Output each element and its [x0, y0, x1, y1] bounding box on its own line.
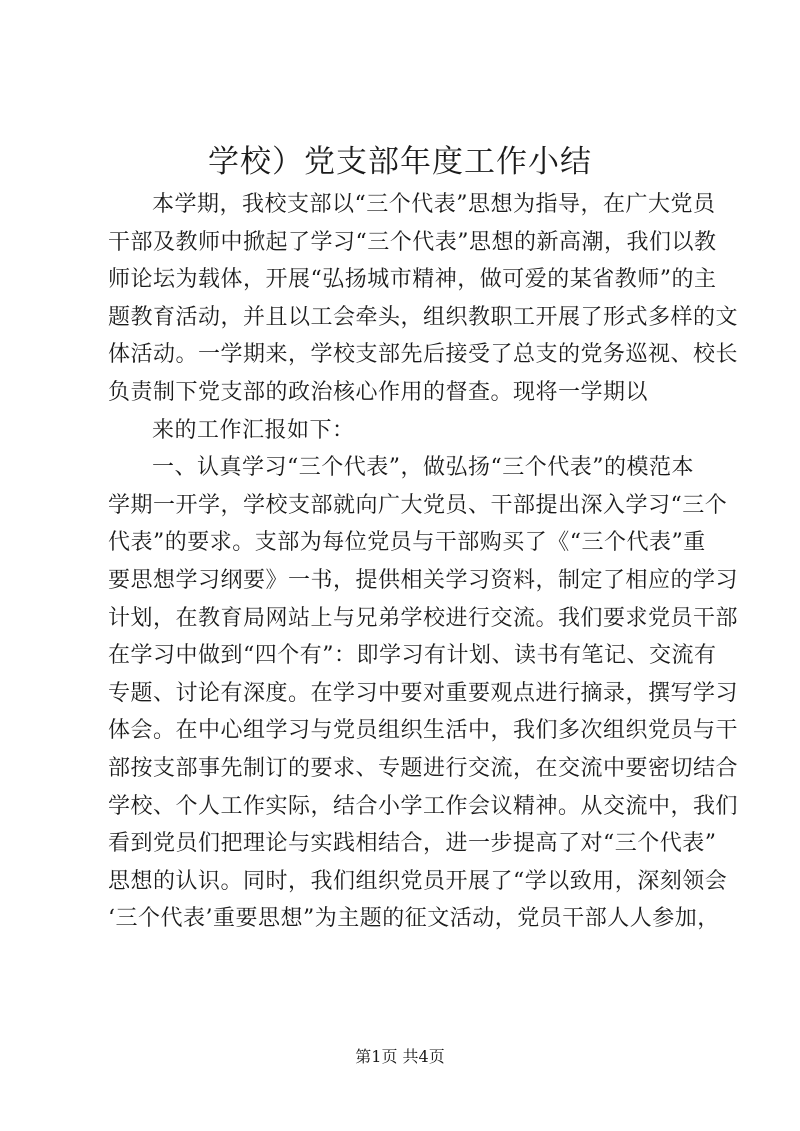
body-line: 学期一开学，学校支部就向广大党员、干部提出深入学习“三个 — [108, 492, 728, 518]
body-line: 来的工作汇报如下： — [152, 417, 355, 443]
body-line: 代表”的要求。支部为每位党员与干部购买了《“三个代表”重 — [108, 530, 706, 556]
body-line: 干部及教师中掀起了学习“三个代表”思想的新高潮，我们以教 — [108, 229, 717, 255]
body-line: 专题、讨论有深度。在学习中要对重要观点进行摘录，撰写学习 — [108, 680, 739, 706]
body-line: 要思想学习纲要》一书，提供相关学习资料，制定了相应的学习 — [108, 567, 739, 593]
section-heading-line: 一、认真学习“三个代表”，做弘扬“三个代表”的模范本 — [152, 455, 694, 481]
body-line: 负责制下党支部的政治核心作用的督查。现将一学期以 — [108, 379, 649, 405]
body-line: 计划，在教育局网站上与兄弟学校进行交流。我们要求党员干部 — [108, 605, 739, 631]
document-title: 学校）党支部年度工作小结 — [208, 144, 592, 180]
body-line: 题教育活动，并且以工会牵头，组织教职工开展了形式多样的文 — [108, 304, 739, 330]
body-line: 部按支部事先制订的要求、专题进行交流，在交流中要密切结合 — [108, 755, 739, 781]
body-line: 学校、个人工作实际，结合小学工作会议精神。从交流中，我们 — [108, 793, 739, 819]
page-number-footer: 第1页 共4页 — [355, 1047, 445, 1066]
body-line: 思想的认识。同时，我们组织党员开展了“学以致用，深刻领会 — [108, 868, 728, 894]
body-line: 师论坛为载体，开展“弘扬城市精神，做可爱的某省教师”的主 — [108, 267, 717, 293]
body-line: ‘三个代表’重要思想”为主题的征文活动，党员干部人人参加， — [108, 906, 720, 932]
body-line: 在学习中做到“四个有”：即学习有计划、读书有笔记、交流有 — [108, 643, 717, 669]
document-body — [108, 186, 739, 938]
body-line: 体活动。一学期来，学校支部先后接受了总支的党务巡视、校长 — [108, 342, 739, 368]
body-line: 体会。在中心组学习与党员组织生活中，我们多次组织党员与干 — [108, 718, 739, 744]
body-line: 看到党员们把理论与实践相结合，进一步提高了对“三个代表” — [108, 831, 717, 857]
body-line: 本学期，我校支部以“三个代表”思想为指导，在广大党员 — [152, 192, 716, 217]
